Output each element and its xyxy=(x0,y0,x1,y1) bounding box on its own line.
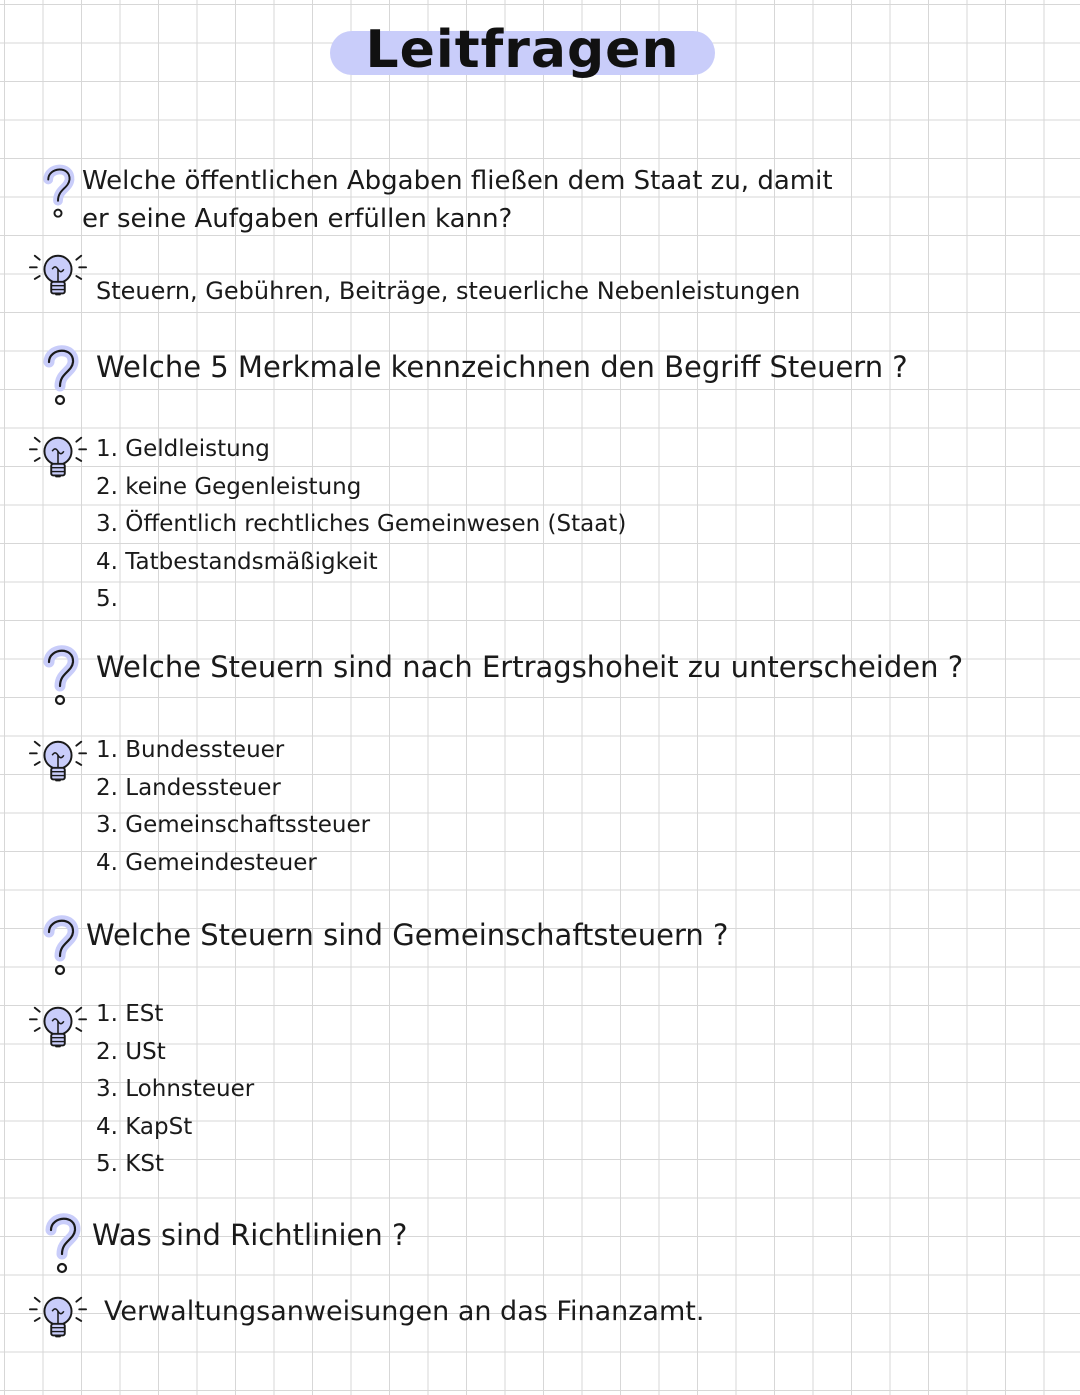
answer-1: Steuern, Gebühren, Beiträge, steuerliche Nebenleistungen xyxy=(96,277,801,305)
question-1-line-1: Welche öffentlichen Abgaben fließen dem Staat zu, damit xyxy=(82,166,833,196)
page-title-block xyxy=(330,22,715,80)
answer-5: Verwaltungsanweisungen an das Finanzamt. xyxy=(104,1296,705,1327)
answer-list-4 xyxy=(96,996,254,1184)
answer-list-2 xyxy=(96,431,626,619)
list-item: 2. keine Gegenleistung xyxy=(96,473,362,500)
list-item: 2. Landessteuer xyxy=(96,774,281,801)
list-item: 5. KSt xyxy=(96,1151,164,1177)
list-item: 5. xyxy=(96,586,118,612)
list-item: 3. Gemeinschaftssteuer xyxy=(96,812,371,838)
question-mark-icon xyxy=(38,910,82,980)
lightbulb-icon xyxy=(24,248,92,306)
list-item: 4. Tatbestandsmäßigkeit xyxy=(96,548,378,575)
question-mark-icon xyxy=(40,1208,84,1278)
list-item: 3. Lohnsteuer xyxy=(96,1076,255,1102)
question-3: Welche Steuern sind nach Ertragshoheit zu unterscheiden ? xyxy=(96,650,964,684)
answer-list-3 xyxy=(96,732,370,882)
list-item: 4. KapSt xyxy=(96,1113,193,1140)
lightbulb-icon xyxy=(24,1000,92,1058)
list-item: 1. Geldleistung xyxy=(96,436,270,462)
lightbulb-icon xyxy=(24,430,92,488)
list-item: 2. USt xyxy=(96,1038,166,1065)
page-title: Leitfragen xyxy=(365,20,680,80)
list-item: 3. Öffentlich rechtliches Gemeinwesen (Staat) xyxy=(96,511,627,537)
question-5: Was sind Richtlinien ? xyxy=(92,1218,408,1252)
question-4: Welche Steuern sind Gemeinschaftsteuern ? xyxy=(86,918,729,952)
question-2: Welche 5 Merkmale kennzeichnen den Begriff Steuern ? xyxy=(96,350,908,384)
list-item: 1. ESt xyxy=(96,1001,164,1027)
lightbulb-icon xyxy=(24,1290,92,1348)
question-mark-icon xyxy=(38,640,82,710)
list-item: 1. Bundessteuer xyxy=(96,737,285,763)
question-mark-icon xyxy=(38,340,82,410)
lightbulb-icon xyxy=(24,734,92,792)
list-item: 4. Gemeindesteuer xyxy=(96,849,317,876)
question-1-line-2: er seine Aufgaben erfüllen kann? xyxy=(82,204,513,234)
question-mark-icon xyxy=(38,160,78,222)
